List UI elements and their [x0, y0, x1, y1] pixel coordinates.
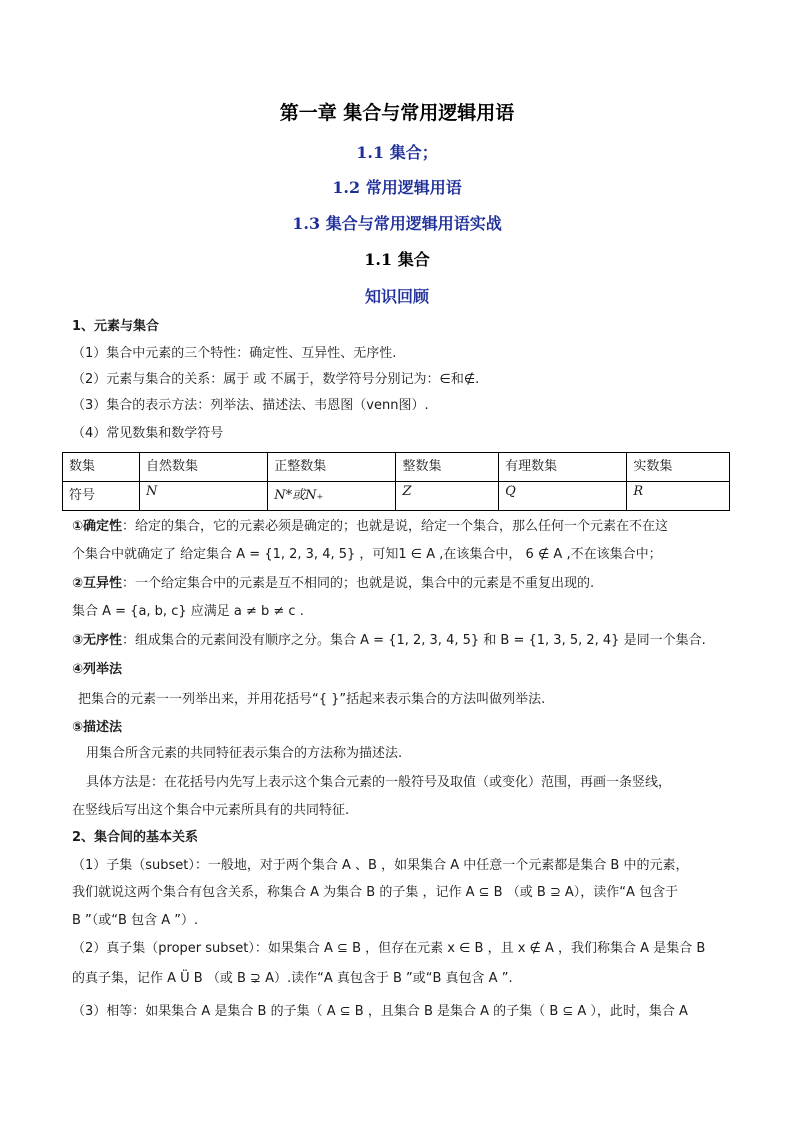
toc-item-1: 1.1 集合；: [356, 143, 438, 162]
toc-item-2: 1.2 常用逻辑用语: [332, 178, 462, 197]
note-distinctness: [72, 575, 732, 593]
table-cell: Z: [396, 482, 499, 511]
number-sets-table: [62, 452, 730, 511]
table-row: [63, 453, 730, 482]
note-determinacy-cont: 个集合中就确定了 给定集合 A = {1, 2, 3, 4, 5} ，可知1 ∈ A ,在该集合中， 6 ∉ A ,不在该集合中；: [72, 547, 662, 562]
note-unordered: [72, 632, 732, 650]
table-cell: N*或N₊: [268, 482, 396, 511]
table-row: [63, 482, 730, 511]
table-cell: 数集: [63, 453, 140, 482]
note-description-text-1: 用集合所含元素的共同特征表示集合的方法称为描述法.: [86, 746, 403, 761]
section-title: 1.1 集合: [364, 250, 430, 269]
note-label: ①确定性: [72, 519, 123, 534]
para-1-4: （4）常见数集和数学符号: [72, 426, 224, 441]
note-text: ：给定的集合，它的元素必须是确定的；也就是说，给定一个集合，那么任何一个元素在不在这: [122, 519, 669, 534]
note-label: ③无序性: [72, 633, 123, 648]
para-1-2: （2）元素与集合的关系：属于 或 不属于，数学符号分别记为：∈和∉.: [72, 372, 480, 387]
section-heading-2: 2、集合间的基本关系: [72, 830, 199, 845]
note-description-text-2: 具体方法是：在花括号内先写上表示这个集合元素的一般符号及取值（或变化）范围，再画一条竖线，: [86, 775, 672, 790]
table-cell: 整数集: [396, 453, 499, 482]
table-cell: R: [627, 482, 730, 511]
note-enumeration-text: 把集合的元素一一列举出来，并用花括号“{ }”括起来表示集合的方法叫做列举法.: [78, 692, 546, 707]
para-2-3a: （3）相等：如果集合 A 是集合 B 的子集（ A ⊆ B ，且集合 B 是集合 A 的子集（ B ⊆ A ），此时，集合 A: [72, 1004, 688, 1019]
note-description-heading: ⑤描述法: [72, 720, 123, 735]
review-title: 知识回顾: [364, 287, 429, 306]
para-2-2a: （2）真子集（proper subset）：如果集合 A ⊆ B ，但存在元素 x ∈ B ，且 x ∉ A ，我们称集合 A 是集合 B: [72, 941, 706, 956]
para-2-1a: （1）子集（subset）：一般地，对于两个集合 A 、B ，如果集合 A 中任意一个元素都是集合 B 中的元素，: [72, 858, 689, 873]
table-cell: 符号: [63, 482, 140, 511]
para-2-1c: B ”（或“B 包含 A ”）.: [72, 913, 199, 928]
note-description-text-3: 在竖线后写出这个集合中元素所具有的共同特征.: [72, 803, 350, 818]
note-determinacy: [72, 518, 732, 536]
para-2-1b: 我们就说这两个集合有包含关系，称集合 A 为集合 B 的子集 ，记作 A ⊆ B （或 B ⊇ A），读作“A 包含于: [72, 885, 679, 900]
chapter-title: 第一章 集合与常用逻辑用语: [279, 102, 515, 124]
table-cell: 正整数集: [268, 453, 396, 482]
para-1-3: （3）集合的表示方法：列举法、描述法、韦恩图（venn图）.: [72, 398, 429, 413]
para-1-1: （1）集合中元素的三个特性：确定性、互异性、无序性.: [72, 346, 397, 361]
toc-item-3: 1.3 集合与常用逻辑用语实战: [292, 214, 502, 233]
note-distinctness-cont: 集合 A = {a, b, c} 应满足 a ≠ b ≠ c .: [72, 604, 304, 619]
note-enumeration-heading: ④列举法: [72, 662, 123, 677]
para-2-2b: 的真子集，记作 A Ü B （或 B ⊋ A）.读作“A 真包含于 B ”或“B 真包含 A ”.: [72, 971, 513, 986]
section-heading-1: 1、元素与集合: [72, 319, 160, 334]
table-cell: 自然数集: [139, 453, 267, 482]
table-cell: 有理数集: [499, 453, 627, 482]
table-cell: N: [139, 482, 267, 511]
note-text: ：组成集合的元素间没有顺序之分。集合 A = {1, 2, 3, 4, 5} 和 B = {1, 3, 5, 2, 4} 是同一个集合.: [122, 633, 706, 648]
table-cell: 实数集: [627, 453, 730, 482]
note-label: ②互异性: [72, 576, 123, 591]
table-cell: Q: [499, 482, 627, 511]
note-text: ：一个给定集合中的元素是互不相同的；也就是说，集合中的元素是不重复出现的.: [122, 576, 595, 591]
